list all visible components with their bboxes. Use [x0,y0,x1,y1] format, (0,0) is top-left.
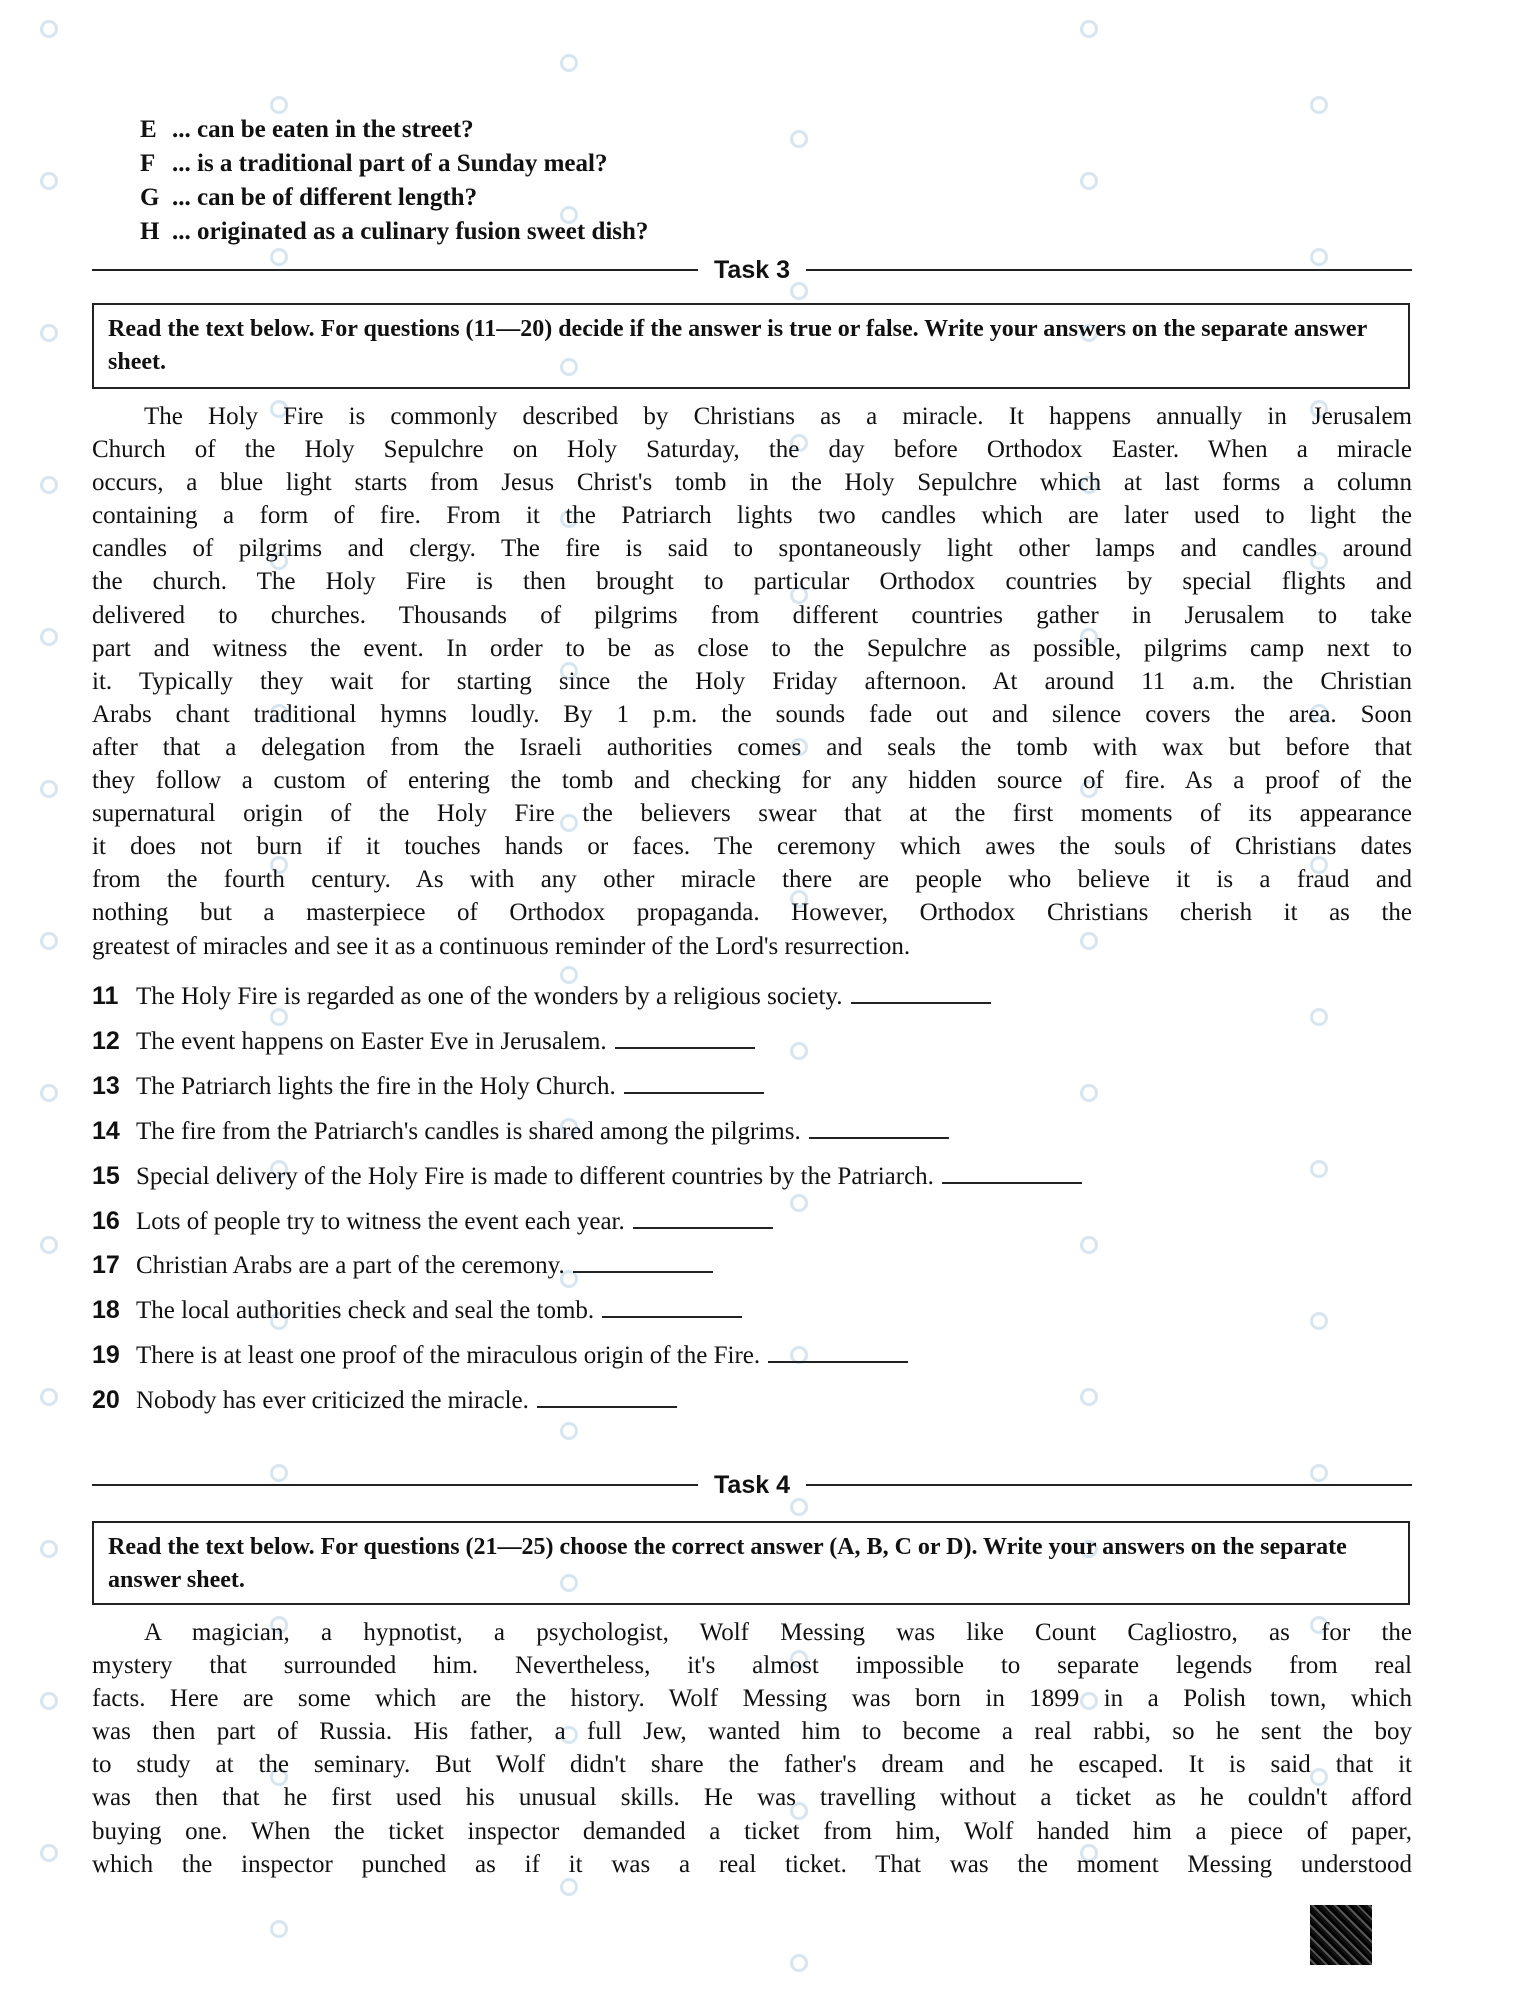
question-number: 20 [92,1386,120,1415]
text-line: was then part of Russia. His father, a full Jew, wanted him to become a real rabbi, so he sent the boy [92,1718,1412,1746]
watermark-logo-icon [40,1540,58,1558]
watermark-logo-icon [270,1920,288,1938]
text-line: facts. Here are some which are the history. Wolf Messing was born in 1899 in a Polish town, which [92,1685,1412,1713]
task-3-text [92,400,1412,963]
option-e [140,113,474,146]
divider [806,1484,1412,1486]
question-text: Lots of people try to witness the event each year. [136,1207,625,1235]
watermark-logo-icon [790,1498,808,1516]
text-line: mystery that surrounded him. Nevertheless, it's almost impossible to separate legends from real [92,1652,1412,1680]
question-text: The Patriarch lights the fire in the Holy Church. [136,1072,616,1100]
watermark-logo-icon [790,130,808,148]
watermark-logo-icon [40,1844,58,1862]
text-line: containing a form of fire. From it the Patriarch lights two candles which are later used to light the [92,502,1412,530]
text-line: occurs, a blue light starts from Jesus Christ's tomb in the Holy Sepulchre which at last forms a column [92,469,1412,497]
question-text: The fire from the Patriarch's candles is shared among the pilgrims. [136,1117,801,1145]
answer-blank[interactable] [602,1296,742,1318]
answer-blank[interactable] [537,1386,677,1408]
text-line: A magician, a hypnotist, a psychologist, Wolf Messing was like Count Cagliostro, as for the [144,1619,1412,1646]
option-g [140,181,477,214]
watermark-logo-icon [40,476,58,494]
text-line: Church of the Holy Sepulchre on Holy Saturday, the day before Orthodox Easter. When a miracle [92,436,1412,464]
task-title: Task 3 [714,255,790,284]
divider [806,269,1412,271]
watermark-logo-icon [40,1236,58,1254]
question-number: 17 [92,1251,120,1280]
question-20 [92,1384,1412,1417]
divider [92,269,698,271]
text-line: greatest of miracles and see it as a continuous reminder of the Lord's resurrection. [92,932,911,960]
question-12 [92,1025,1412,1058]
option-text: ... originated as a culinary fusion sweet dish? [172,218,649,245]
text-line: it. Typically they wait for starting since the Holy Friday afternoon. At around 11 a.m. the Christian [92,667,1412,695]
option-text: ... can be eaten in the street? [172,116,474,143]
watermark-logo-icon [40,324,58,342]
text-line: part and witness the event. In order to be as close to the Sepulchre as possible, pilgrims camp next to [92,634,1412,662]
question-number: 12 [92,1026,120,1055]
option-letter: F [140,150,156,177]
text-line: to study at the seminary. But Wolf didn't share the father's dream and he escaped. It is said that it [92,1751,1412,1779]
question-19 [92,1339,1412,1372]
task-3-instruction: Read the text below. For questions (11—20) decide if the answer is true or false. Write your answers on the separate answer sheet. [92,303,1410,389]
question-text: There is at least one proof of the miraculous origin of the Fire. [136,1342,761,1370]
answer-blank[interactable] [624,1072,764,1094]
watermark-logo-icon [40,932,58,950]
text-line: supernatural origin of the Holy Fire the believers swear that at the first moments of its appearance [92,800,1412,828]
watermark-logo-icon [40,1692,58,1710]
text-line: buying one. When the ticket inspector demanded a ticket from him, Wolf handed him a piece of paper, [92,1817,1412,1845]
question-text: Special delivery of the Holy Fire is made to different countries by the Patriarch. [136,1162,934,1190]
text-line: they follow a custom of entering the tomb and checking for any hidden source of fire. As a proof of the [92,767,1412,795]
question-number: 15 [92,1161,120,1190]
watermark-logo-icon [40,20,58,38]
task-4-instruction: Read the text below. For questions (21—25) choose the correct answer (A, B, C or D). Write your answers on the separate answer sheet. [92,1521,1410,1605]
watermark-logo-icon [1080,172,1098,190]
text-line: the church. The Holy Fire is then brought to particular Orthodox countries by special flights and [92,568,1412,596]
option-text: ... can be of different length? [172,184,478,211]
answer-blank[interactable] [615,1027,755,1049]
question-text: The local authorities check and seal the tomb. [136,1297,595,1325]
watermark-logo-icon [270,96,288,114]
question-number: 13 [92,1071,120,1100]
question-13 [92,1070,1412,1103]
text-line: after that a delegation from the Israeli authorities comes and seals the tomb with wax but before that [92,733,1412,761]
answer-blank[interactable] [851,982,991,1004]
question-11 [92,980,1412,1013]
option-f [140,147,607,180]
text-line: was then that he first used his unusual skills. He was travelling without a ticket as he couldn't afford [92,1784,1412,1812]
answer-blank[interactable] [633,1207,773,1229]
text-line: nothing but a masterpiece of Orthodox propaganda. However, Orthodox Christians cherish it as the [92,899,1412,927]
answer-blank[interactable] [809,1117,949,1139]
question-18 [92,1294,1412,1327]
question-17 [92,1249,1412,1282]
task-4-text [92,1616,1412,1881]
question-number: 11 [92,982,119,1010]
text-line: The Holy Fire is commonly described by Christians as a miracle. It happens annually in Jerusalem [144,403,1412,430]
question-15 [92,1160,1412,1193]
question-text: Nobody has ever criticized the miracle. [136,1387,529,1415]
question-text: The event happens on Easter Eve in Jerusalem. [136,1027,607,1055]
watermark-logo-icon [40,628,58,646]
answer-blank[interactable] [768,1341,908,1363]
text-line: delivered to churches. Thousands of pilgrims from different countries gather in Jerusalem to take [92,601,1412,629]
answer-blank[interactable] [942,1162,1082,1184]
option-letter: E [140,116,157,143]
option-letter: H [140,218,160,245]
watermark-logo-icon [40,1084,58,1102]
question-number: 19 [92,1341,120,1370]
question-text: The Holy Fire is regarded as one of the wonders by a religious society. [136,983,843,1010]
task-title: Task 4 [714,1470,790,1499]
watermark-logo-icon [560,54,578,72]
option-letter: G [140,184,160,211]
watermark-logo-icon [40,1388,58,1406]
scanned-image-fragment [1310,1905,1372,1965]
text-line: which the inspector punched as if it was a real ticket. That was the moment Messing understood [92,1850,1412,1878]
option-h [140,215,648,248]
question-16 [92,1205,1412,1238]
task-4-heading [92,1470,1412,1500]
watermark-logo-icon [1080,20,1098,38]
answer-blank[interactable] [573,1251,713,1273]
question-number: 16 [92,1206,120,1235]
text-line: Arabs chant traditional hymns loudly. By 1 p.m. the sounds fade out and silence covers the area. Soon [92,700,1412,728]
watermark-logo-icon [560,1422,578,1440]
watermark-logo-icon [790,1954,808,1972]
text-line: candles of pilgrims and clergy. The fire is said to spontaneously light other lamps and candles around [92,535,1412,563]
watermark-logo-icon [40,172,58,190]
task-3-heading [92,255,1412,285]
option-text: ... is a traditional part of a Sunday meal? [172,150,608,177]
watermark-logo-icon [1310,96,1328,114]
divider [92,1484,698,1486]
question-text: Christian Arabs are a part of the ceremony. [136,1252,565,1280]
text-line: it does not burn if it touches hands or faces. The ceremony which awes the souls of Christians dates [92,833,1412,861]
watermark-logo-icon [40,780,58,798]
text-line: from the fourth century. As with any other miracle there are people who believe it is a fraud and [92,866,1412,894]
question-number: 18 [92,1296,120,1325]
question-14 [92,1115,1412,1148]
question-number: 14 [92,1116,120,1145]
